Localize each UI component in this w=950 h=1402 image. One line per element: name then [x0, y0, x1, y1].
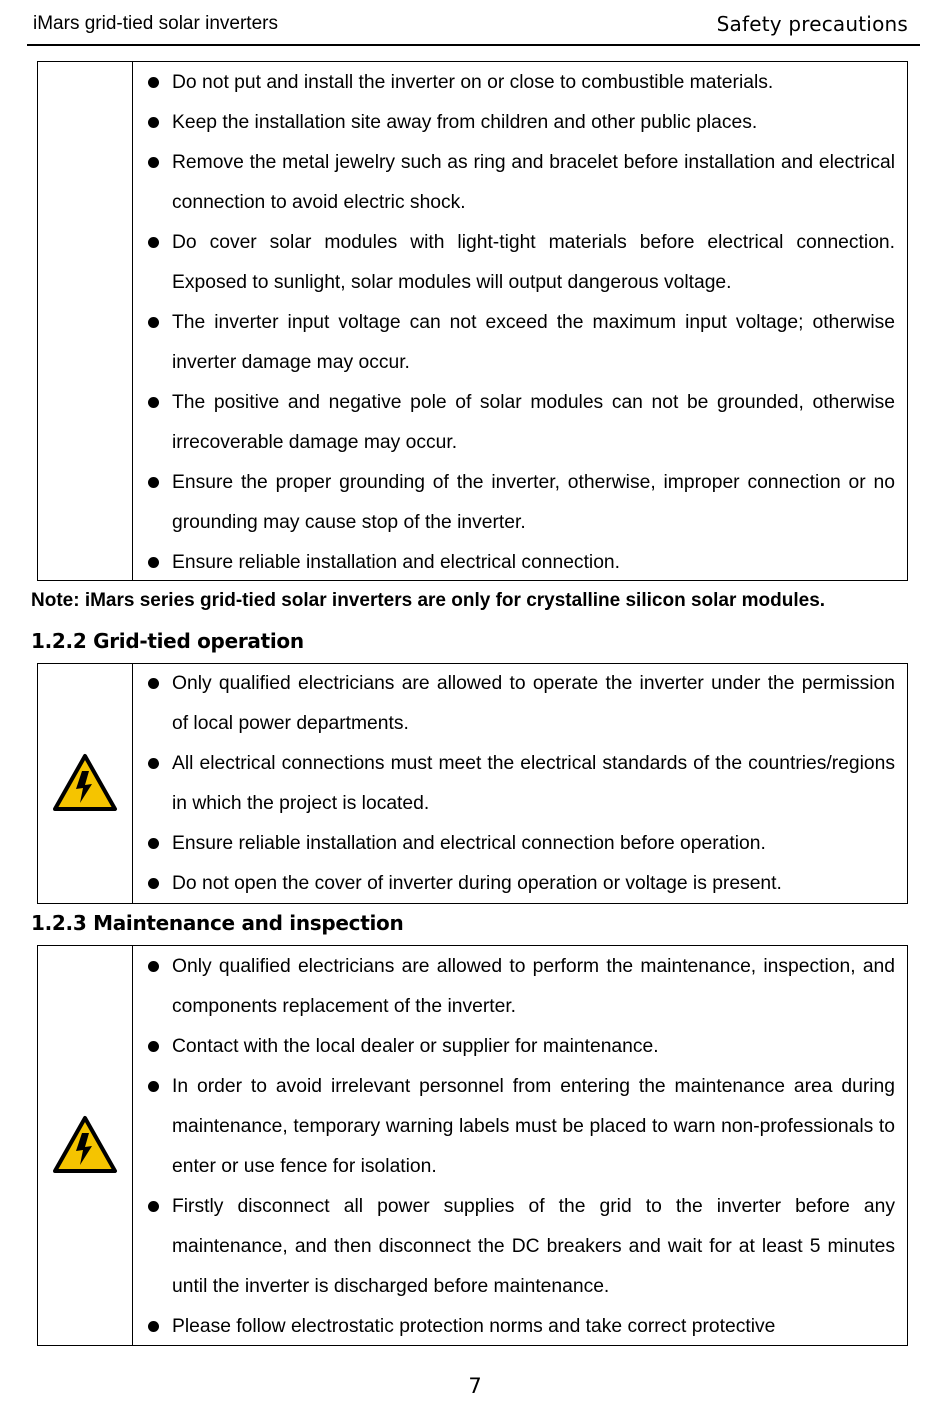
page-header — [27, 10, 920, 46]
section-title-grid-tied: 1.2.2 Grid-tied operation — [31, 629, 304, 653]
list-item: Remove the metal jewelry such as ring and bracelet before installation and electrical connection to avoid electric shock. — [148, 143, 895, 223]
list-item: Keep the installation site away from children and other public places. — [148, 103, 895, 143]
list-item: Ensure reliable installation and electrical connection before operation. — [148, 824, 895, 864]
list-item: Ensure the proper grounding of the inverter, otherwise, improper connection or no grounding may cause stop of the inverter. — [148, 463, 895, 543]
list-item: The inverter input voltage can not exceed the maximum input voltage; otherwise inverter damage may occur. — [148, 303, 895, 383]
list-item: In order to avoid irrelevant personnel from entering the maintenance area during maintenance, temporary warning labels must be placed to warn non-professionals to enter or use fence for isolation. — [148, 1067, 895, 1187]
list-item: Only qualified electricians are allowed to operate the inverter under the permission of local power departments. — [148, 664, 895, 744]
header-title: iMars grid-tied solar inverters — [33, 13, 278, 34]
section-title-maintenance: 1.2.3 Maintenance and inspection — [31, 911, 404, 935]
header-section: Safety precautions — [716, 12, 908, 36]
high-voltage-warning-icon — [52, 1115, 118, 1175]
icon-column — [38, 946, 133, 1345]
list-item: Please follow electrostatic protection norms and take correct protective — [148, 1307, 895, 1347]
icon-column — [38, 664, 133, 903]
bullet-list — [148, 664, 895, 904]
list-item: Ensure reliable installation and electrical connection. — [148, 543, 895, 583]
safety-box-maintenance — [37, 945, 908, 1346]
icon-column — [38, 62, 133, 580]
list-item: All electrical connections must meet the electrical standards of the countries/regions in which the project is located. — [148, 744, 895, 824]
list-item: Do cover solar modules with light-tight materials before electrical connection. Exposed to sunlight, solar modules will output dangerous voltage. — [148, 223, 895, 303]
safety-box-grid-tied — [37, 663, 908, 904]
page-number: 7 — [468, 1374, 482, 1398]
bullet-list — [148, 947, 895, 1347]
list-item: Contact with the local dealer or supplier for maintenance. — [148, 1027, 895, 1067]
list-item: Only qualified electricians are allowed to perform the maintenance, inspection, and components replacement of the inverter. — [148, 947, 895, 1027]
list-item: Do not open the cover of inverter during operation or voltage is present. — [148, 864, 895, 904]
note-text: Note: iMars series grid-tied solar inverters are only for crystalline silicon solar modules. — [31, 590, 826, 611]
list-item: Do not put and install the inverter on or close to combustible materials. — [148, 63, 895, 103]
safety-box-installation — [37, 61, 908, 581]
list-item: Firstly disconnect all power supplies of the grid to the inverter before any maintenance, and then disconnect the DC breakers and wait for at least 5 minutes until the inverter is discharged before maintenance. — [148, 1187, 895, 1307]
high-voltage-warning-icon — [52, 753, 118, 813]
list-item: The positive and negative pole of solar modules can not be grounded, otherwise irrecoverable damage may occur. — [148, 383, 895, 463]
bullet-list — [148, 63, 895, 583]
